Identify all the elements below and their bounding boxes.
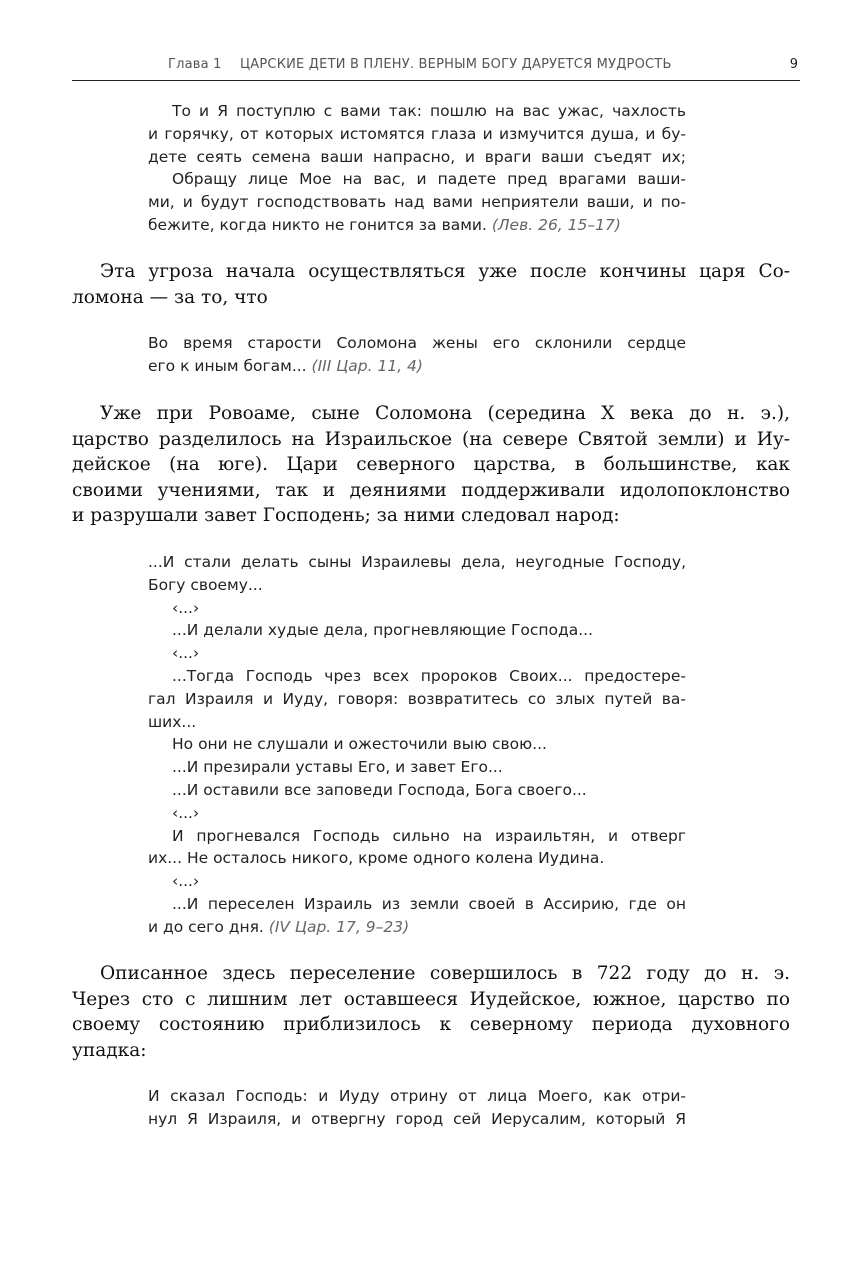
scripture-quote-4 [148,1085,686,1131]
quote-text: и до сего дня. [148,917,264,936]
paragraph-line: Через сто с лишним лет оставшееся Иудейское, южное, царство по [72,988,790,1010]
quote-line: их... Не осталось никого, кроме одного колена Иудина. [148,849,605,868]
scripture-reference: (IV Цар. 17, 9–23) [268,917,410,936]
scripture-quote-2 [148,332,686,378]
quote-text: бежите, когда никто не гонится за вами. [148,215,487,234]
quote-line: нул Я Израиля, и отвергну город сей Иерусалим, который Я [148,1109,686,1128]
quote-line: ...И презирали уставы Его, и завет Его... [172,758,503,777]
quote-line: ...И переселен Израиль из земли своей в Ассирию, где он [172,894,686,913]
paragraph-1 [72,259,790,310]
scripture-quote-1 [148,100,686,237]
quote-line: Обращу лице Мое на вас, и падете пред врагами ваши- [172,170,686,189]
paragraph-2 [72,401,790,529]
quote-line: ших... [148,712,197,731]
quote-line: гал Израиля и Иуду, говоря: возвратитесь со злых путей ва- [148,689,686,708]
paragraph-line: дейское (на юге). Цари северного царства, в большинстве, как [72,454,790,476]
ellipsis-marker: ‹...› [172,803,200,822]
scripture-quote-3 [148,551,686,939]
quote-line: Но они не слушали и ожесточили выю свою... [172,735,547,754]
chapter-title: ЦАРСКИЕ ДЕТИ В ПЛЕНУ. ВЕРНЫМ БОГУ ДАРУЕТСЯ МУДРОСТЬ [240,57,672,72]
chapter-label: Глава 1 [168,57,222,72]
quote-line: Богу своему... [148,575,263,594]
quote-line: ...Тогда Господь чрез всех пророков Своих... предостере- [172,666,686,685]
quote-line: И прогневался Господь сильно на израильтян, и отверг [172,826,686,845]
paragraph-line: ломона — за то, что [72,286,268,308]
quote-line: Во время старости Соломона жены его склонили сердце [148,334,686,352]
paragraph-3 [72,961,790,1063]
quote-line [148,916,686,939]
quote-line: ...И стали делать сыны Израилевы дела, неугодные Господу, [148,553,686,571]
scripture-reference: (III Цар. 11, 4) [311,356,423,375]
quote-line: дете сеять семена ваши напрасно, и враги ваши съедят их; [148,147,686,166]
paragraph-line: упадка: [72,1039,147,1061]
quote-line: И сказал Господь: и Иуду отрину от лица Моего, как отри- [148,1087,686,1105]
quote-line: ми, и будут господствовать над вами неприятели ваши, и по- [148,193,686,212]
quote-line: То и Я поступлю с вами так: пошлю на вас ужас, чахлость [172,102,686,120]
quote-line: ...И делали худые дела, прогневляющие Господа... [172,621,594,640]
quote-line: ...И оставили все заповеди Господа, Бога своего... [172,780,587,799]
ellipsis-marker: ‹...› [172,644,200,663]
paragraph-line: и разрушали завет Господень; за ними следовал народ: [72,505,620,527]
quote-line [148,214,686,237]
page-number: 9 [789,57,798,72]
ellipsis-marker: ‹...› [172,872,200,891]
paragraph-line: своему состоянию приблизилось к северному периода духовного [72,1014,790,1036]
paragraph-line: царство разделилось на Израильское (на севере Святой земли) и Иу- [72,428,790,450]
quote-line: и горячку, от которых истомятся глаза и измучится душа, и бу- [148,124,686,143]
paragraph-line: Описанное здесь переселение совершилось в 722 году до н. э. [100,963,790,984]
paragraph-line: своими учениями, так и деяниями поддерживали идолопоклонство [72,479,790,501]
paragraph-line: Эта угроза начала осуществляться уже после кончины царя Со- [100,261,790,282]
quote-line [148,355,686,378]
paragraph-line: Уже при Ровоаме, сыне Соломона (середина X века до н. э.), [100,403,790,424]
scripture-reference: (Лев. 26, 15–17) [491,215,621,234]
quote-text: его к иным богам... [148,356,307,375]
ellipsis-marker: ‹...› [172,598,200,617]
running-header [72,56,800,81]
